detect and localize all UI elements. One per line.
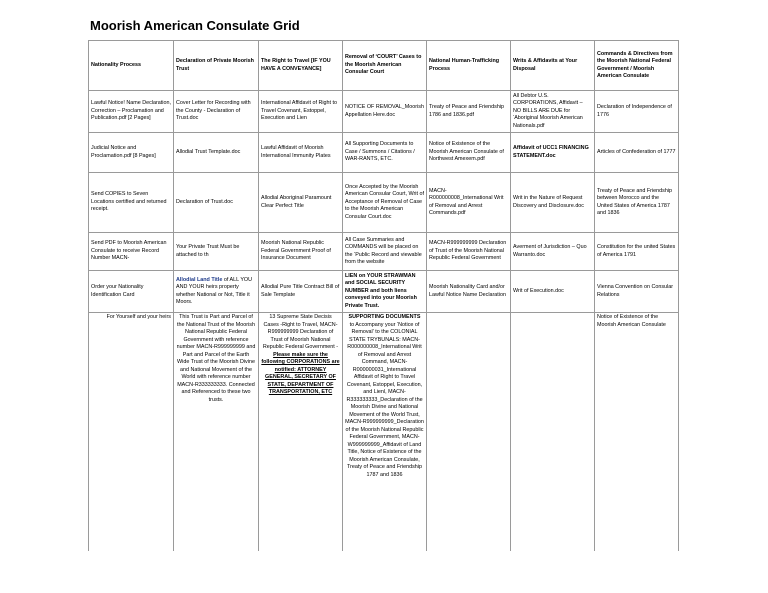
table-cell: LIEN on YOUR STRAWMAN and SOCIAL SECURITY NUMBER and both liens conveyed into your Moorish Private Trust.	[343, 271, 427, 313]
table-cell: All Debtor U.S. CORPORATIONS, Affidavit – NO BILLS ARE DUE for ‘Aboriginal Moorish American Nationals.pdf	[511, 91, 595, 133]
table-cell: Once Accepted by the Moorish American Consular Court, Writ of Acceptance of Removal of Case to the Moorish American Consular Court.doc	[343, 173, 427, 233]
table-cell: Writ in the Nature of Request Discovery and Disclosure.doc	[511, 173, 595, 233]
supporting-documents-heading: SUPPORTING DOCUMENTS	[348, 314, 421, 320]
table-cell: Judicial Notice and Proclamation.pdf [8 Pages]	[89, 133, 174, 173]
table-cell: Affidavit of UCC1 FINANCING STATEMENT.doc	[511, 133, 595, 173]
header-cell: National Human-Trafficking Process	[427, 41, 511, 91]
table-cell: Lawful Notice! Name Declaration, Correction – Proclamation and Publication.pdf [2 Pages]	[89, 91, 174, 133]
table-row	[89, 91, 679, 133]
header-cell: Commands & Directives from the Moorish National Federal Government / Moorish American Consulate	[595, 41, 679, 91]
table-cell-text: of ALL YOU AND YOUR heirs property whether National or Not, Title it Moors.	[176, 276, 252, 305]
table-row	[89, 233, 679, 271]
table-cell: Cover Letter for Recording with the County - Declaration of Trust.doc	[174, 91, 259, 133]
table-cell: Allodial Pure Title Contract Bill of Sale Template	[259, 271, 343, 313]
table-cell: Order your Nationality Identification Card	[89, 271, 174, 313]
table-cell	[174, 271, 259, 313]
table-cell: International Affidavit of Right to Travel Covenant, Estoppel, Execution and Lien	[259, 91, 343, 133]
table-cell: Lawful Affidavit of Moorish International Immunity Plates	[259, 133, 343, 173]
table-cell: Writ of Execution.doc	[511, 271, 595, 313]
table-cell: Moorish National Republic Federal Government Proof of Insurance Document	[259, 233, 343, 271]
table-cell: Declaration of Independence of 1776	[595, 91, 679, 133]
table-cell: Constitution for the united States of America 1791	[595, 233, 679, 271]
table-cell: Vienna Convention on Consular Relations	[595, 271, 679, 313]
consulate-grid-table	[88, 40, 679, 551]
table-row	[89, 313, 679, 551]
header-cell: Removal of ‘COURT’ Cases to the Moorish American Consular Court	[343, 41, 427, 91]
table-cell: Treaty of Peace and Friendship between Morocco and the United States of America 1787 and 1836	[595, 173, 679, 233]
table-cell	[427, 313, 511, 551]
table-cell: Articles of Confederation of 1777	[595, 133, 679, 173]
table-cell: Send COPIES to Seven Locations certified and returned receipt.	[89, 173, 174, 233]
table-row	[89, 271, 679, 313]
table-cell: MACN-R000000008_International Writ of Removal and Arrest Commands.pdf	[427, 173, 511, 233]
table-cell: Averment of Jurisdiction – Quo Warranto.doc	[511, 233, 595, 271]
table-cell: NOTICE OF REMOVAL_Moorish Appellation Here.doc	[343, 91, 427, 133]
table-cell: MACN-R999999999 Declaration of Trust of the Moorish National Republic Federal Government	[427, 233, 511, 271]
table-cell: Your Private Trust Must be attached to th	[174, 233, 259, 271]
table-cell: Notice of Existence of the Moorish American Consulate of Northwest Amexem.pdf	[427, 133, 511, 173]
table-cell: For Yourself and your heirs	[89, 313, 174, 551]
corporations-notice-text: Please make sure the following CORPORATIONS are notified: ATTORNEY GENERAL, SECRETARY OF STATE, DEPARTMENT OF TRANSPORTATION, ETC	[261, 351, 340, 395]
table-cell: This Trust is Part and Parcel of the National Trust of the Moorish National Republic Federal Government with reference number MACN-R999999999 and Part and Parcel of the Earth Wide Trust of the Moorish Divine and National Movement of the World with reference number MACN-R333333333. Connected and Referenced to these two trusts.	[174, 313, 259, 551]
table-cell-text: to Accompany your ‘Notice of Removal’ to the COLONIAL STATE TRYBUNALS: MACN-R000000008_International Writ of Removal and Arrest Command, MACN-R000000031_International Affidavit of Right to Travel Covenant, Estoppel, Execution, and Lienl, MACN-R333333333_Declaration of the Moorish Divine and National Movement of the World Trust, MACN-R999999999_Declaration of the Moorish National Republic Federal Government, MACN-W999999999_Affidavit of Land Title, Notice of Existence of the Moorish American Consulate, Treaty of Peace and Friendship 1787 and 1836	[345, 321, 424, 478]
table-header-row	[89, 41, 679, 91]
table-cell: Allodial Aboriginal Paramount Clear Perfect Title	[259, 173, 343, 233]
table-cell: All Case Summaries and COMMANDS will be placed on the ‘Public Record and viewable from the website	[343, 233, 427, 271]
table-cell	[259, 313, 343, 551]
table-cell-text: 13 Supreme State Decisis Cases -Right to Travel, MACN-R999999999 Declaration of Trust of Moorish National Republic Federal Government -	[262, 314, 339, 350]
table-cell: Treaty of Peace and Friendship 1786 and 1836.pdf	[427, 91, 511, 133]
document-title: Moorish American Consulate Grid	[90, 18, 300, 33]
table-cell	[511, 313, 595, 551]
table-cell: Moorish Nationality Card and/or Lawful Notice Name Declaration	[427, 271, 511, 313]
header-cell: Nationality Process	[89, 41, 174, 91]
table-cell: All Supporting Documents to Case / Summons / Citations / WAR-RANTS, ETC.	[343, 133, 427, 173]
header-cell: Declaration of Private Moorish Trust	[174, 41, 259, 91]
table-cell: Notice of Existence of the Moorish American Consulate	[595, 313, 679, 551]
table-row	[89, 173, 679, 233]
table-cell	[343, 313, 427, 551]
header-cell: The Right to Travel [IF YOU HAVE A CONVEYANCE]	[259, 41, 343, 91]
table-cell: Declaration of Trust.doc	[174, 173, 259, 233]
table-cell: Allodial Trust Template.doc	[174, 133, 259, 173]
table-row	[89, 133, 679, 173]
table-cell: Send PDF to Moorish American Consulate to receive Record Number MACN-	[89, 233, 174, 271]
header-cell: Writs & Affidavits at Your Disposal	[511, 41, 595, 91]
allodial-land-title-link-text: Allodial Land Title	[176, 276, 223, 283]
